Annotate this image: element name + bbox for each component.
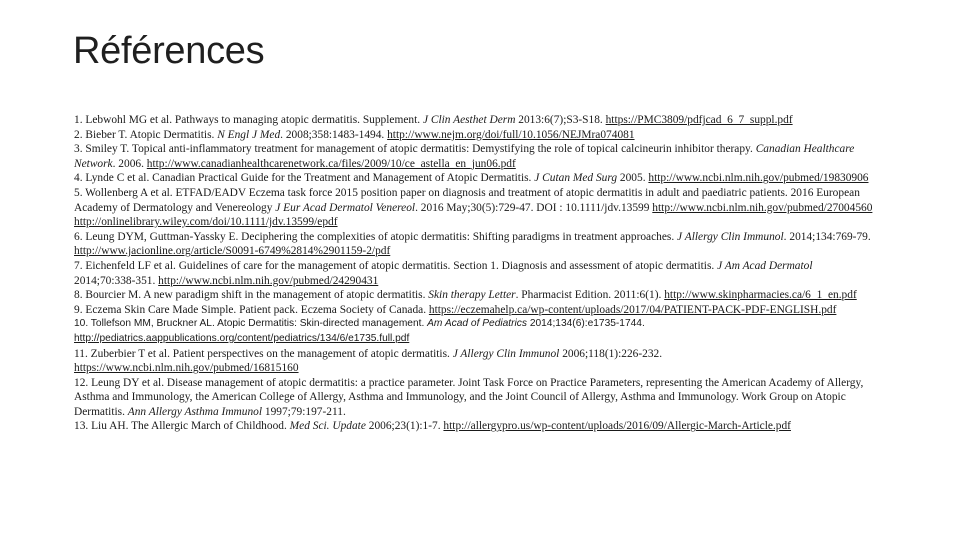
reference-list bbox=[74, 113, 874, 434]
reference-link[interactable]: https://eczemahelp.ca/wp-content/uploads/2017/04/PATIENT-PACK-PDF-ENGLISH.pdf bbox=[428, 303, 837, 316]
reference-link[interactable]: http://www.ncbi.nlm.nih.gov/pubmed/19830906 bbox=[648, 172, 869, 185]
reference-link[interactable]: http://allergypro.us/wp-content/uploads/2016/09/Allergic-March-Article.pdf bbox=[443, 420, 791, 433]
reference-item: 1. Lebwohl MG et al. Pathways to managing atopic dermatitis. Supplement. J Clin Aesthet Derm 2013:6(7);S3-S18. https://PMC3809/pdfjcad_6_7_suppl.pdf bbox=[74, 114, 793, 126]
reference-link[interactable]: http://pediatrics.aappublications.org/content/pediatrics/134/6/e1735.full.pdf bbox=[74, 332, 410, 344]
reference-item: 4. Lynde C et al. Canadian Practical Guide for the Treatment and Management of Atopic Dermatitis. J Cutan Med Surg 2005. http://www.ncbi.nlm.nih.gov/pubmed/19830906 bbox=[74, 172, 869, 185]
reference-item: 11. Zuberbier T et al. Patient perspectives on the management of atopic dermatitis. J Allergy Clin Immunol 2006;118(1):226-232. https://www.ncbi.nlm.nih.gov/pubmed/16815160 bbox=[74, 347, 663, 375]
reference-item: 2. Bieber T. Atopic Dermatitis. N Engl J Med. 2008;358:1483-1494. http://www.nejm.org/doi/full/10.1056/NEJMra074081 bbox=[74, 128, 635, 141]
reference-item: 10. Tollefson MM, Bruckner AL. Atopic Dermatitis: Skin-directed management. Am Acad of Pediatrics 2014;134(6):e1735-1744. http://pediatrics.aappublications.org/content/pediatrics/134/6/e1735.full.pdf bbox=[74, 318, 645, 344]
reference-link[interactable]: http://www.nejm.org/doi/full/10.1056/NEJMra074081 bbox=[387, 128, 635, 141]
reference-item: 13. Liu AH. The Allergic March of Childhood. Med Sci. Update 2006;23(1):1-7. http://allergypro.us/wp-content/uploads/2016/09/Allergic-March-Article.pdf bbox=[74, 420, 791, 433]
reference-item: 12. Leung DY et al. Disease management of atopic dermatitis: a practice parameter. Joint Task Force on Practice Parameters, representing the American Academy of Allergy, Asthma and Immunology, the American College of Allergy, Asthma and Immunology, and the Joint Council of Allergy, Asthma and Immunology. Work Group on Atopic Dermatitis. Ann Allergy Asthma Immunol 1997;79:197-211. bbox=[74, 376, 864, 418]
reference-link[interactable]: http://www.canadianhealthcarenetwork.ca/files/2009/10/ce_astella_en_jun06.pdf bbox=[146, 157, 516, 170]
reference-item: 5. Wollenberg A et al. ETFAD/EADV Eczema task force 2015 position paper on diagnosis and treatment of atopic dermatitis in adult and paediatric patients. 2016 European Academy of Dermatology and Venereology J Eur Acad Dermatol Venereol. 2016 May;30(5):729-47. DOI : 10.1111/jdv.13599 http://www.ncbi.nlm.nih.gov/pubmed/27004560 http://onlinelibrary.wiley.com/doi/10.1111/jdv.13599/epdf bbox=[74, 186, 873, 229]
reference-item: 8. Bourcier M. A new paradigm shift in the management of atopic dermatitis. Skin therapy Letter. Pharmacist Edition. 2011:6(1). http://www.skinpharmacies.ca/6_1_en.pdf bbox=[74, 289, 857, 302]
reference-link[interactable]: http://www.skinpharmacies.ca/6_1_en.pdf bbox=[664, 289, 857, 302]
reference-item: 6. Leung DYM, Guttman-Yassky E. Deciphering the complexities of atopic dermatitis: Shifting paradigms in treatment approaches. J Allergy Clin Immunol. 2014;134:769-79. http://www.jacionline.org/article/S0091-6749%2814%2901159-2/pdf bbox=[74, 230, 871, 258]
reference-link[interactable]: https://PMC3809/pdfjcad_6_7_suppl.pdf bbox=[605, 114, 793, 126]
reference-link-secondary[interactable]: http://onlinelibrary.wiley.com/doi/10.1111/jdv.13599/epdf bbox=[74, 216, 338, 229]
reference-link[interactable]: http://www.ncbi.nlm.nih.gov/pubmed/27004560 bbox=[652, 201, 873, 214]
reference-link[interactable]: http://www.ncbi.nlm.nih.gov/pubmed/24290431 bbox=[158, 274, 379, 287]
reference-link[interactable]: http://www.jacionline.org/article/S0091-6749%2814%2901159-2/pdf bbox=[74, 245, 391, 258]
reference-item: 9. Eczema Skin Care Made Simple. Patient pack. Eczema Society of Canada. https://eczemahelp.ca/wp-content/uploads/2017/04/PATIENT-PACK-PDF-ENGLISH.pdf bbox=[74, 303, 837, 316]
reference-link[interactable]: https://www.ncbi.nlm.nih.gov/pubmed/16815160 bbox=[74, 362, 299, 375]
slide-title: Références bbox=[73, 30, 265, 72]
reference-item: 7. Eichenfeld LF et al. Guidelines of care for the management of atopic dermatitis. Section 1. Diagnosis and assessment of atopic dermatitis. J Am Acad Dermatol 2014;70:338-351. http://www.ncbi.nlm.nih.gov/pubmed/24290431 bbox=[74, 259, 813, 287]
reference-item: 3. Smiley T. Topical anti-inflammatory treatment for management of atopic dermatitis: Demystifying the role of topical calcineurin inhibitor therapy. Canadian Healthcare Network. 2006. http://www.canadianhealthcarenetwork.ca/files/2009/10/ce_astella_en_jun06.pdf bbox=[74, 143, 855, 170]
